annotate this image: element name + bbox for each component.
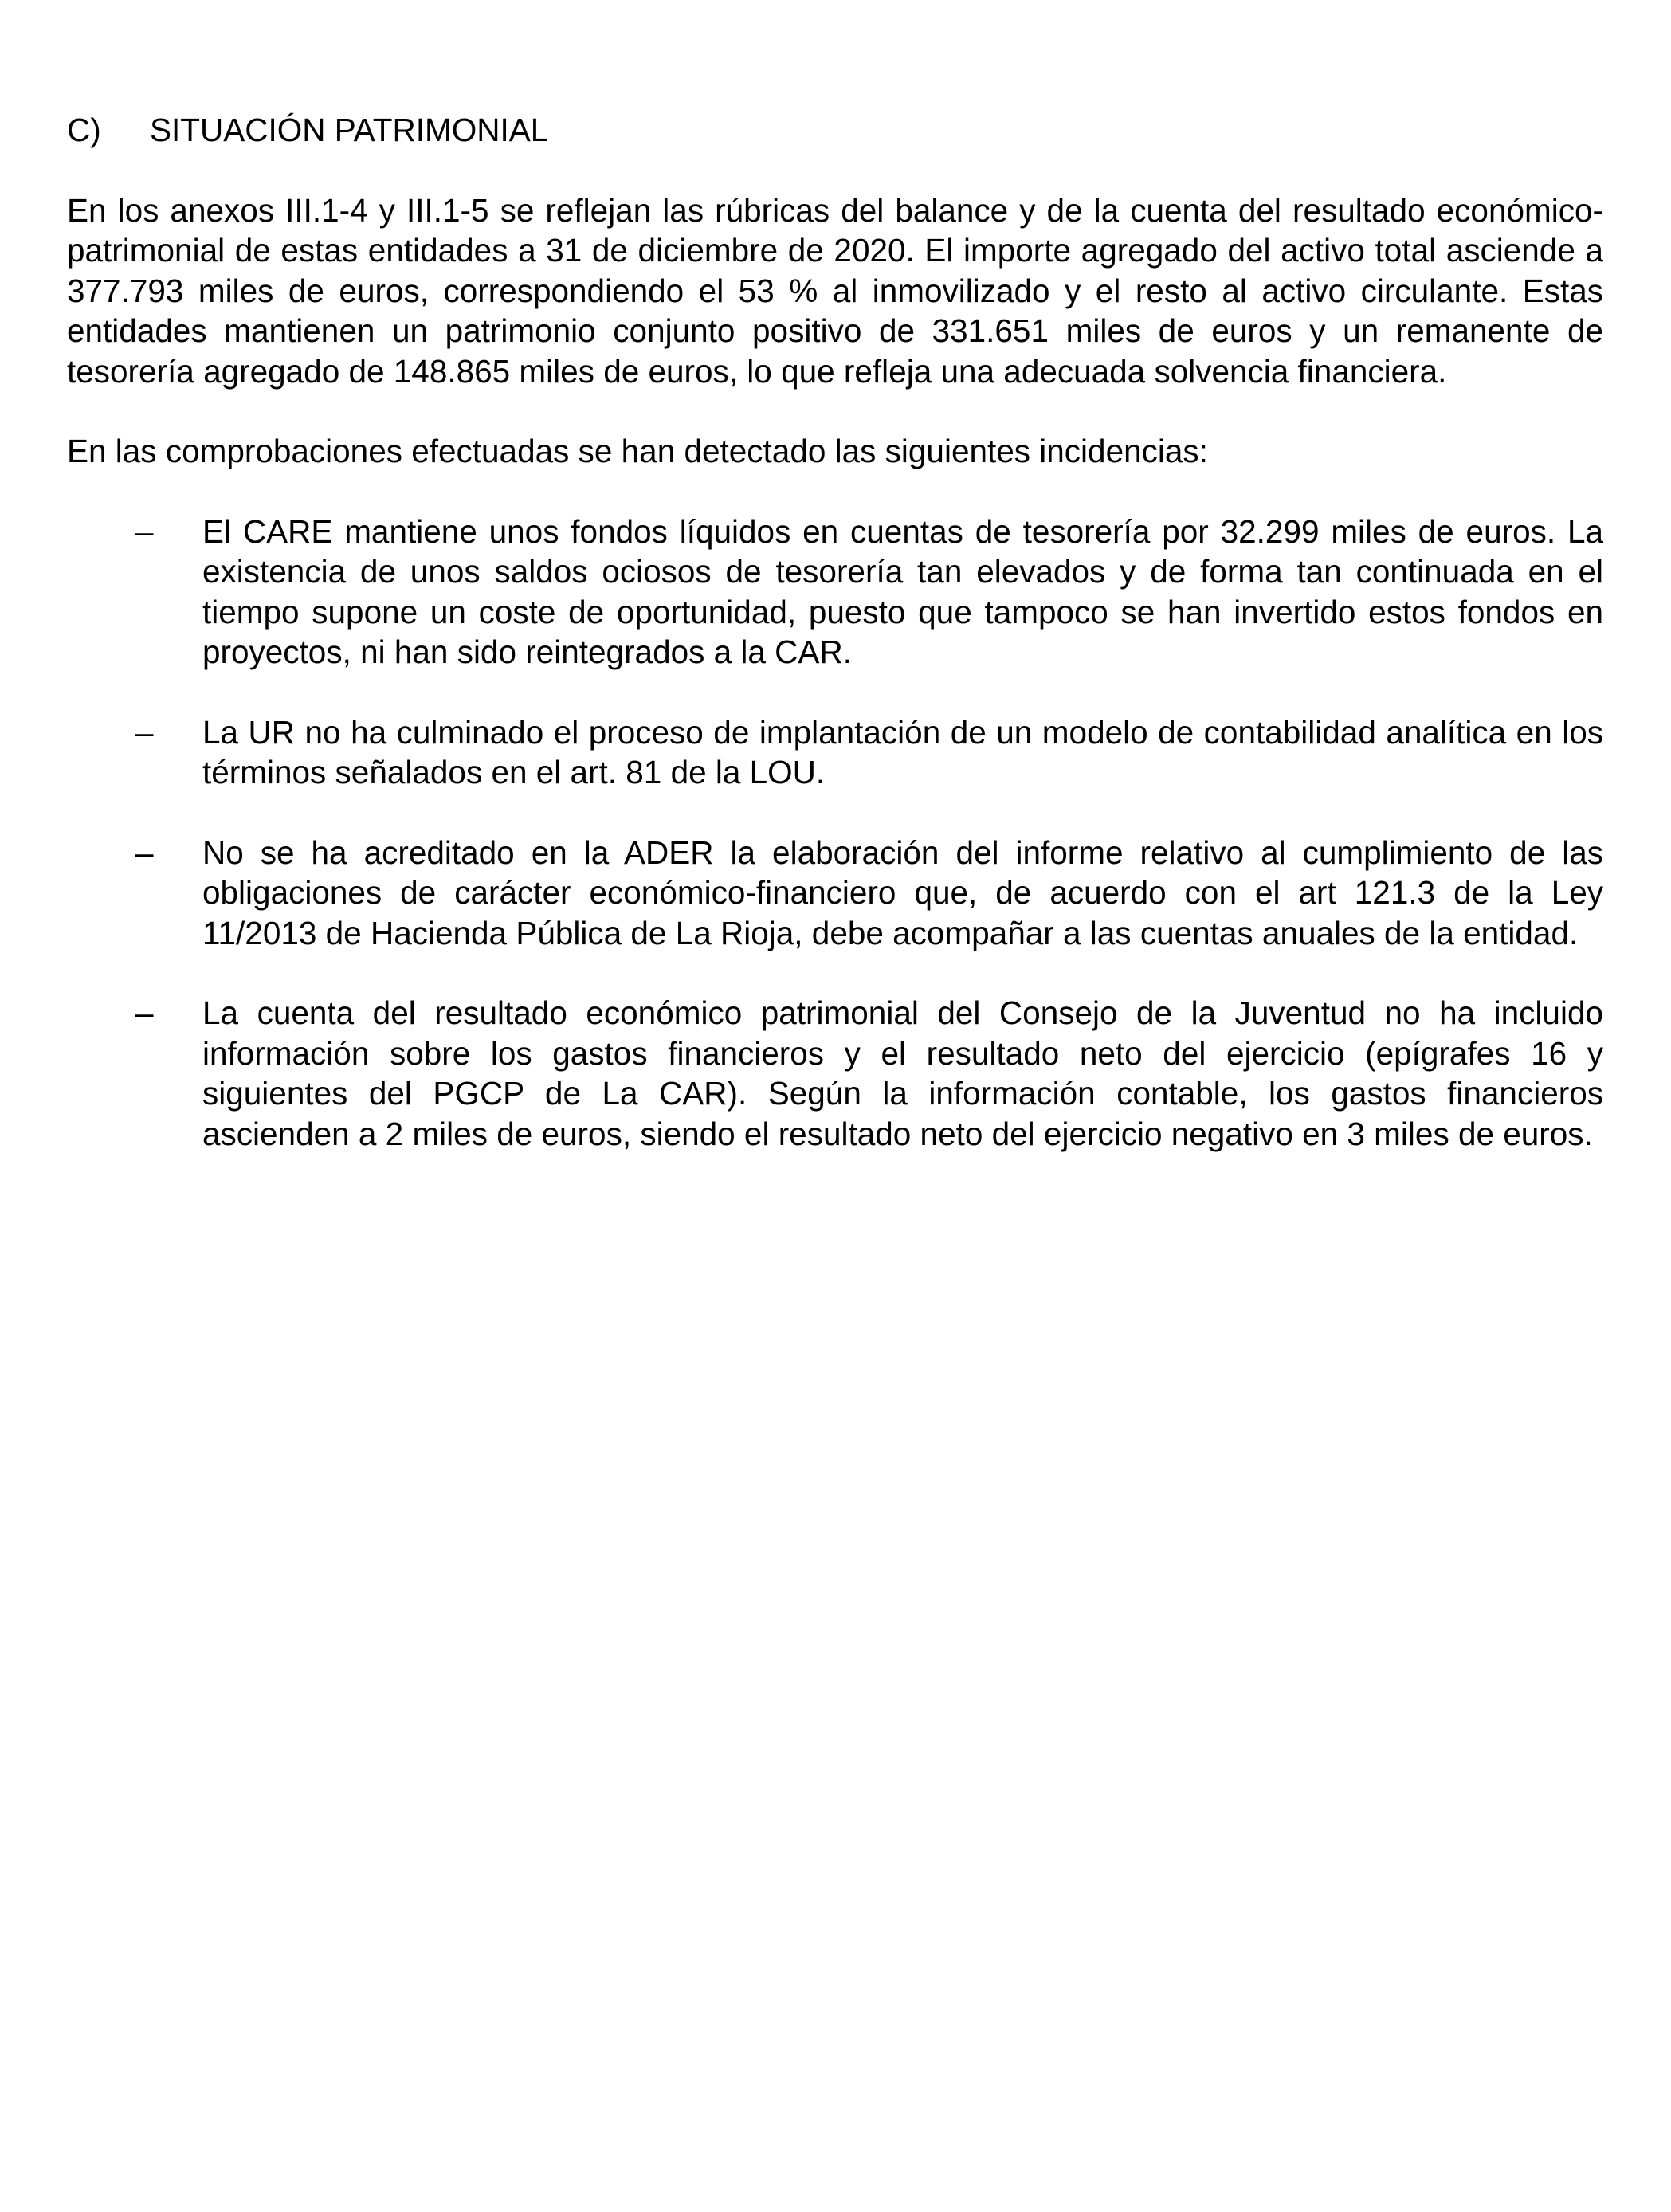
list-item-text: El CARE mantiene unos fondos líquidos en cuentas de tesorería por 32.299 miles de euros. La existencia de unos saldos ociosos de tesorería tan elevados y de forma tan continuada en el tiempo supone un coste de oportunidad, puesto que tampoco se han invertido estos fondos en proyectos, ni han sido reintegrados a la CAR. [202, 512, 1603, 670]
list-item-text: La cuenta del resultado económico patrimonial del Consejo de la Juventud no ha incluido información sobre los gastos financieros y el resultado neto del ejercicio (epígrafes 16 y siguientes del PGCP de La CAR). Según la información contable, los gastos financieros ascienden a 2 miles de euros, siendo el resultado neto del ejercicio negativo en 3 miles de euros. [202, 994, 1603, 1152]
list-item-text: No se ha acreditado en la ADER la elaboración del informe relativo al cumplimiento de las obligaciones de carácter económico-financiero que, de acuerdo con el art 121.3 de la Ley 11/2013 de Hacienda Pública de La Rioja, debe acompañar a las cuentas anuales de la entidad. [202, 833, 1603, 951]
list-item [67, 712, 1603, 793]
list-item-text: La UR no ha culminado el proceso de implantación de un modelo de contabilidad analítica en los términos señalados en el art. 81 de la LOU. [202, 713, 1603, 790]
incidencias-intro: En las comprobaciones efectuadas se han detectado las siguientes incidencias: [67, 433, 1208, 469]
list-item [67, 993, 1603, 1154]
summary-paragraph: En los anexos III.1-4 y III.1-5 se reflejan las rúbricas del balance y de la cuenta del resultado económico-patrimonial de estas entidades a 31 de diciembre de 2020. El importe agregado del activo total asciende a 377.793 miles de euros, correspondiendo el 53 % al inmovilizado y el resto al activo circulante. Estas entidades mantienen un patrimonio conjunto positivo de 331.651 miles de euros y un remanente de tesorería agregado de 148.865 miles de euros, lo que refleja una adecuada solvencia financiera. [67, 191, 1603, 390]
document-page [67, 110, 1603, 1194]
incidencias-list [67, 512, 1603, 1155]
dash-bullet-icon: – [135, 833, 154, 871]
dash-bullet-icon: – [135, 994, 154, 1031]
section-letter: C) [67, 112, 101, 148]
section-title: SITUACIÓN PATRIMONIAL [150, 112, 549, 148]
dash-bullet-icon: – [135, 512, 154, 550]
dash-bullet-icon: – [135, 713, 154, 751]
list-item [67, 833, 1603, 954]
list-item [67, 512, 1603, 673]
section-heading [67, 110, 1603, 151]
